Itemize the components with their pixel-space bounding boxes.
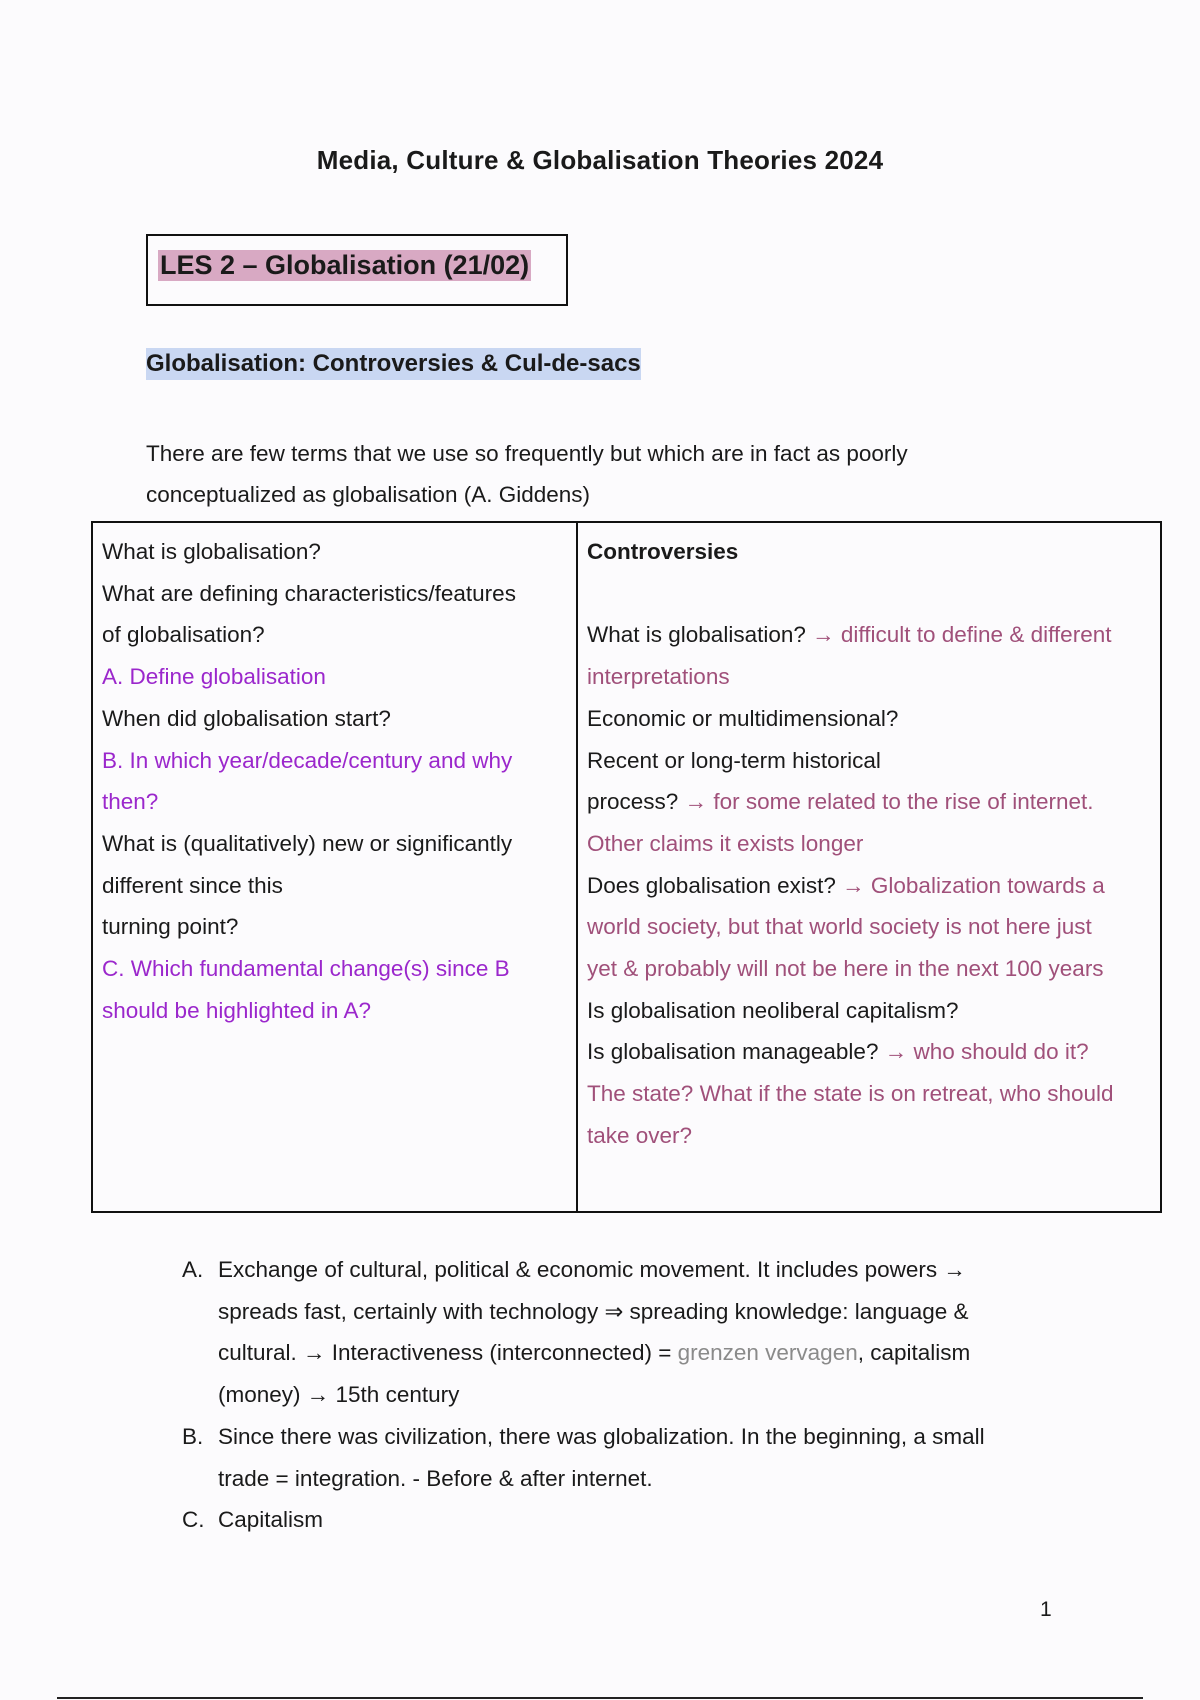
intro-line: There are few terms that we use so frequently but which are in fact as poorly xyxy=(146,441,908,466)
intro-line: conceptualized as globalisation (A. Giddens) xyxy=(146,482,591,507)
question-line: of globalisation? xyxy=(102,622,265,648)
controversy-note: world society, but that world society is not here just xyxy=(587,914,1092,940)
controversy-note: → who should do it? xyxy=(884,1039,1089,1065)
document-title: Media, Culture & Globalisation Theories 2024 xyxy=(316,145,884,175)
list-marker: B. xyxy=(182,1423,204,1449)
controversy-line xyxy=(587,865,1151,907)
controversy-question: Does globalisation exist? xyxy=(587,872,843,898)
controversy-line xyxy=(587,656,1151,698)
controversy-line xyxy=(587,948,1151,990)
question-line: What are defining characteristics/features xyxy=(102,580,516,606)
controversy-note: → for some related to the rise of internet. xyxy=(684,789,1094,815)
controversy-line xyxy=(587,614,1151,656)
question-line: When did globalisation start? xyxy=(102,705,391,731)
section-heading: Globalisation: Controversies & Cul-de-sacs xyxy=(146,348,641,380)
answer-line xyxy=(218,1332,1058,1374)
answer-text: , capitalism xyxy=(857,1340,971,1366)
answer-item-c xyxy=(178,1499,1058,1541)
question-line: different since this xyxy=(102,872,283,898)
answer-line: Exchange of cultural, political & economic movement. It includes powers → xyxy=(218,1257,966,1282)
controversy-note: Other claims it exists longer xyxy=(587,830,864,856)
questions-column xyxy=(92,522,577,1212)
questions-table xyxy=(91,521,1162,1213)
controversy-line xyxy=(587,781,1151,823)
controversy-question: What is globalisation? xyxy=(587,622,813,648)
lesson-box xyxy=(146,234,568,306)
question-line: What is (qualitatively) new or significantly xyxy=(102,830,513,856)
answer-item-a xyxy=(178,1249,1058,1416)
controversies-heading: Controversies xyxy=(587,539,739,564)
controversies-column xyxy=(577,522,1161,1212)
controversy-line xyxy=(587,823,1151,865)
dutch-term: grenzen vervagen xyxy=(677,1340,858,1366)
answers-list xyxy=(178,1249,1058,1541)
controversy-note: yet & probably will not be here in the next 100 years xyxy=(587,956,1104,982)
task-line: A. Define globalisation xyxy=(102,664,326,690)
answer-item-b xyxy=(178,1416,1058,1499)
intro-quote xyxy=(146,433,1046,515)
lesson-label: LES 2 – Globalisation (21/02) xyxy=(160,250,530,280)
controversy-question: process? xyxy=(587,789,685,815)
task-line: should be highlighted in A? xyxy=(102,997,371,1023)
list-marker: C. xyxy=(182,1507,205,1533)
controversy-line xyxy=(587,906,1151,948)
list-marker: A. xyxy=(182,1257,204,1282)
controversy-note: → difficult to define & different xyxy=(812,622,1112,648)
task-line: C. Which fundamental change(s) since B xyxy=(102,956,510,982)
answer-line: trade = integration. - Before & after internet. xyxy=(218,1465,653,1491)
controversy-question: Is globalisation neoliberal capitalism? xyxy=(587,997,959,1023)
answer-line: Since there was civilization, there was globalization. In the beginning, a small xyxy=(218,1423,985,1449)
controversy-line xyxy=(587,698,1151,740)
answer-text: cultural. → Interactiveness (interconnected) = xyxy=(218,1340,678,1366)
controversy-question: Recent or long-term historical xyxy=(587,747,881,773)
controversy-question: Economic or multidimensional? xyxy=(587,705,899,731)
task-line: B. In which year/decade/century and why xyxy=(102,747,513,773)
controversy-question: Is globalisation manageable? xyxy=(587,1039,885,1065)
answer-line: spreads fast, certainly with technology ⇒ spreading knowledge: language & xyxy=(218,1298,969,1324)
controversy-line xyxy=(587,740,1151,782)
controversy-note: interpretations xyxy=(587,664,730,690)
controversy-line xyxy=(587,1073,1151,1115)
controversy-note: → Globalization towards a xyxy=(842,872,1105,898)
page-number: 1 xyxy=(1040,1598,1052,1621)
controversy-note: take over? xyxy=(587,1122,693,1148)
answer-line: Capitalism xyxy=(218,1507,324,1533)
task-line: then? xyxy=(102,789,159,815)
answer-line: (money) → 15th century xyxy=(218,1382,460,1408)
controversy-line xyxy=(587,1031,1151,1073)
controversy-note: The state? What if the state is on retreat, who should xyxy=(587,1081,1114,1107)
question-line: turning point? xyxy=(102,914,239,940)
controversy-line xyxy=(587,990,1151,1032)
blank-line xyxy=(587,573,1151,615)
question-line: What is globalisation? xyxy=(102,539,321,564)
footer-rule xyxy=(57,1697,1143,1699)
controversy-line xyxy=(587,1115,1151,1157)
